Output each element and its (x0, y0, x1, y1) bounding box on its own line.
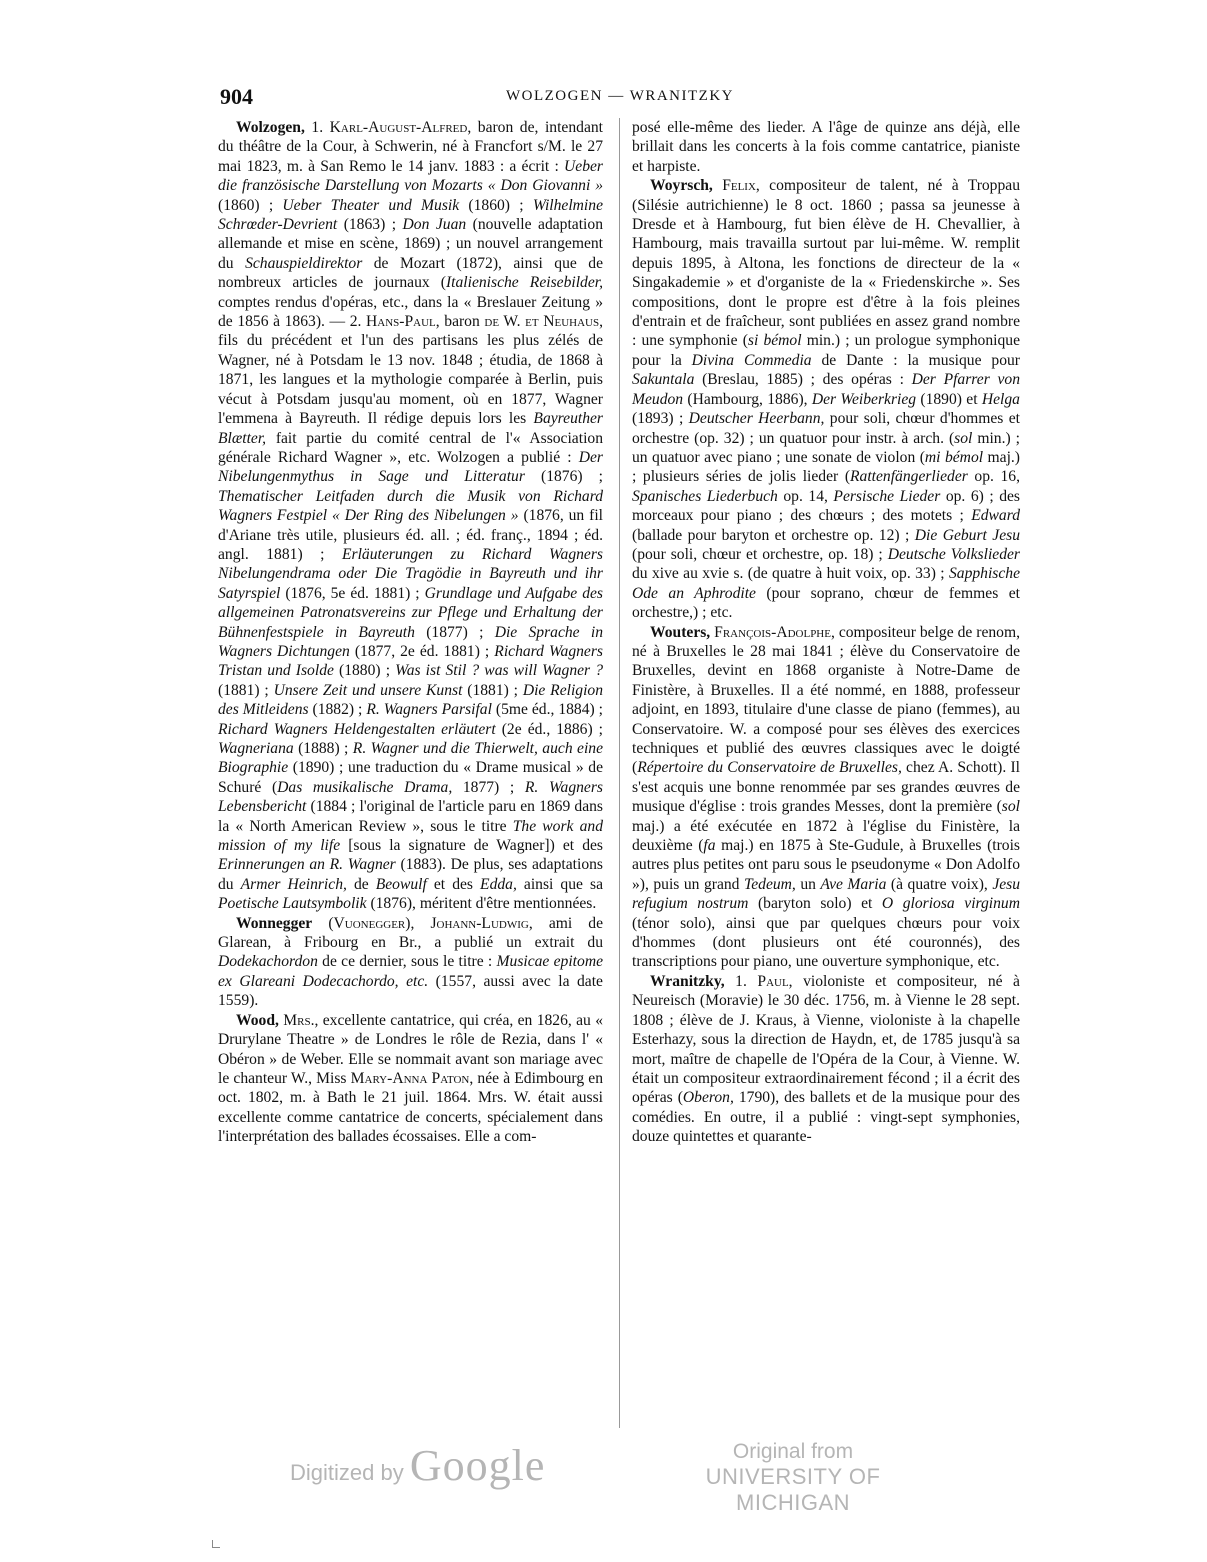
work-title: Deutsche Volkslieder (887, 545, 1020, 563)
entry-text: 1877) ; (452, 778, 525, 796)
work-title: Grundlage und Aufgabe des allgemeinen Patronatsvereins zur Pflege und Erhaltung der Bühnenfestspiele in Bayreuth (218, 584, 603, 641)
entry-text: baron de, intendant du théâtre de la Cour, à Schwerin, né à Francfort s/M. le 27 mai 1823, m. à San Remo le 14 janv. 1883 : a écrit : (218, 119, 603, 175)
entry-text: violoniste et compositeur, né à Neureisch (Moravie) le 30 déc. 1756, m. à Vienne le 28 sept. 1808 ; élève de J. Kraus, à Vienne, violoniste à la chapelle Esterhazy, sous la direction de Haydn, et, de 1785 jusqu'à sa mort, maître de chapelle de l'Opéra de la Cour, à Vienne. W. était un compositeur extraordinairement fécond ; il a écrit des opéras ( (632, 972, 1020, 1107)
work-title: Der Nibelungenmythus in Sage und Litteratur (218, 448, 603, 486)
entry-text: (nouvelle adaptation allemande et mise en scène, 1869) ; un nouvel arrangement du (218, 216, 603, 272)
work-title: Richard Wagners Heldengestalten erläutert (218, 720, 496, 738)
entry-text: min.) ; un quatuor avec piano ; une sonate de violon ( (632, 429, 1020, 466)
work-title: Armer Heinrich, (240, 875, 347, 893)
headword: Wolzogen, (236, 119, 305, 136)
work-title: Die Religion des Mitleidens (218, 681, 604, 719)
entry-text: excellente cantatrice, qui créa, en 1826, au « Drurylane Theatre » de Londres le rôle de Rezia, dans l' « Obéron » de Weber. Elle se nommait avant son mariage avec le chanteur W., Miss (218, 1011, 603, 1087)
entry-wonnegger (218, 914, 603, 1011)
person-name: Mrs., (283, 1011, 319, 1029)
headword: Wonnegger (236, 914, 313, 932)
entry-text: maj.) a été exécutée en 1872 à l'église du Finistère, la deuxième ( (632, 817, 1020, 855)
work-title: Sapphische Ode an Aphrodite (632, 565, 1020, 602)
entry-text: (1860) ; (459, 196, 533, 214)
work-title: sol (1001, 798, 1020, 816)
work-title: Unsere Zeit und unsere Kunst (273, 681, 463, 699)
corner-scan-mark (212, 1540, 220, 1548)
entry-wolzogen (218, 118, 603, 914)
person-name: de W. et Neuhaus, (484, 313, 603, 331)
entry-text: (1888) ; (293, 740, 353, 757)
entry-text: 1. (304, 119, 330, 136)
entry-text: de Mozart (1872), ainsi que de nombreux articles de journaux ( (218, 254, 603, 292)
work-title: Persische Lieder (833, 487, 941, 505)
entry-text: (à quatre voix), (886, 875, 993, 893)
work-title: Musicae epitome ex Glareani Dodecachordo, etc. (218, 953, 603, 990)
entry-text: (2e éd., 1886) ; (495, 720, 604, 738)
work-title: Erinnerungen an R. Wagner (218, 856, 396, 874)
entry-text: (1557, aussi avec la date 1559). (218, 972, 603, 1010)
entry-text (713, 177, 722, 194)
entry-text: ), (405, 914, 431, 932)
work-title: R. Wagners Lebensbericht (218, 778, 603, 816)
entry-wouters (632, 623, 1020, 972)
work-title: Dodekachordon (218, 953, 318, 971)
source-library-watermark (668, 1440, 918, 1516)
headword: Wood, (236, 1011, 279, 1029)
entry-text: (1880) ; (333, 662, 396, 680)
entry-text: pour soli, chœur d'hommes et orchestre (op. 32) ; un quatuor pour instr. à arch. ( (632, 410, 1020, 447)
entry-text: (1876, 5e éd. 1881) ; (280, 584, 425, 602)
work-title: Rattenfängerlieder (850, 468, 968, 486)
work-title: Edward (971, 507, 1020, 525)
page-header (220, 84, 1020, 114)
entry-text: de Dante : la musique pour (811, 351, 1020, 369)
person-name: Felix, (722, 177, 760, 195)
work-title: fa (703, 837, 716, 855)
column-divider (619, 118, 620, 1428)
entry-text: (ballade pour baryton et orchestre op. 12) ; (632, 526, 915, 544)
page-number: 904 (220, 84, 253, 109)
right-column (632, 118, 1020, 1147)
person-name: Hans-Paul, (366, 313, 440, 331)
entry-text: ami de Glarean, à Fribourg en Br., a publié un extrait du (218, 914, 603, 952)
entry-text: comptes rendus d'opéras, etc., dans la « Breslauer Zeitung » de 1856 à 1863). — 2. (218, 293, 603, 331)
entry-text: (1884 ; l'original de l'article paru en 1869 dans la « North American Review », sous le titre (218, 798, 603, 835)
entry-text: (1876, un fil d'Ariane très utile, plusieurs éd. all. ; éd. franç., 1894 ; éd. angl. 1881) ; (218, 507, 603, 563)
headword: Woyrsch, (650, 177, 713, 195)
person-name: Paul, (757, 972, 793, 990)
work-title: Spanisches Liederbuch (632, 487, 778, 505)
entry-text: (1876), méritent d'être mentionnées. (366, 895, 597, 913)
left-column (218, 118, 603, 1147)
work-title: Beowulf (375, 875, 427, 893)
entry-text: de ce dernier, sous le titre : (317, 953, 497, 971)
entry-text: min.) ; un prologue symphonique pour la (632, 332, 1020, 369)
work-title: si bémol (747, 332, 802, 350)
work-title: Die Sprache in Wagners Dichtungen (218, 623, 603, 660)
google-logo: Google (409, 1441, 546, 1490)
person-name: Johann-Ludwig, (430, 914, 533, 932)
entry-text: fait partie du comité central de l'« Association générale Richard Wagner », etc. Wolzogen a publié : (218, 429, 603, 466)
entry-text: op. 16, (967, 468, 1020, 486)
entry-text: [sous la signature de Wagner]) et des (340, 837, 603, 855)
work-title: Poetische Lautsymbolik (218, 895, 367, 913)
library-name: UNIVERSITY OF MICHIGAN (705, 1464, 881, 1515)
work-title: Deutscher Heerbann, (688, 410, 825, 428)
work-title: Edda, (480, 875, 517, 893)
work-title: Tedeum, (743, 875, 796, 893)
entry-wood (218, 1011, 603, 1147)
headword: Wouters, (650, 623, 711, 641)
work-title: Der Weiberkrieg (811, 390, 917, 408)
entry-text: op. 14, (777, 487, 834, 505)
entry-text: fils du précédent et l'un des partisans les plus zélés de Wagner, né à Potsdam le 13 nov. 1848 ; étudia, de 1868 à 1871, les langues et la mythologie comparée à Berlin, puis vécut à Potsdam jusqu'au moment, où en 1877, Wagner l'emmena à Bayreuth. Il rédige depuis lors les (218, 332, 603, 428)
work-title: Wilhelmine Schrœder-Devrient (218, 196, 603, 234)
entry-text: maj.) en 1875 à Ste-Gudule, à Bruxelles (trois autres plus petites ont paru sous le pseudonyme « Don Adolfo »), puis un grand (632, 837, 1020, 893)
entry-text: (1876) ; (524, 468, 604, 486)
entry-text: (1877, 2e éd. 1881) ; (349, 642, 495, 660)
entry-text: 1. (724, 972, 758, 990)
work-title: Sakuntala (632, 371, 695, 389)
entry-text: (1890) ; une traduction du « Drame musical » de Schuré ( (218, 759, 603, 796)
entry-text: du xive au xvie s. (de quatre à huit voix, op. 33) ; (632, 565, 949, 583)
running-title: WOLZOGEN — WRANITZKY (505, 88, 735, 104)
work-title: Don Juan (402, 216, 467, 234)
original-from-label: Original from (732, 1440, 854, 1463)
entry-text: (pour soli, chœur et orchestre, op. 18) ; (632, 545, 888, 563)
work-title: O gloriosa virginum (881, 895, 1020, 913)
work-title: Ueber die französische Darstellung von Mozarts « Don Giovanni » (218, 157, 603, 195)
digitized-by-watermark (290, 1440, 545, 1491)
entry-text: chez A. Schott). Il s'est acquis une bonne renommée par ses grandes œuvres de musique d'église : trois grandes Messes, dont la première ( (632, 759, 1020, 816)
headword: Wranitzky, (650, 972, 725, 990)
entry-text: compositeur belge de renom, né à Bruxelles le 28 mai 1841 ; élève du Conservatoire de Bruxelles, devint en 1868 organiste à Notre-Dame de Finistère, à Bruxelles. Il a été nommé, en 1888, professeur adjoint, en 1893, titulaire d'une classe de piano (femmes), au Conservatoire. W. a composé pour ses élèves des exercices techniques et publié des œuvres classiques avec le doigté ( (632, 623, 1020, 777)
work-title: Schauspieldirektor (245, 254, 363, 272)
work-title: Thematischer Leitfaden durch die Musik von Richard Wagners Festpiel « Der Ring des Nibelungen » (218, 487, 603, 525)
entry-text: 1790), des ballets et de la musique pour des comédies. En outre, il a publié : vingt-sept symphonies, douze quintettes et quarante- (632, 1089, 1020, 1146)
work-title: Das musikalische Drama, (277, 778, 453, 796)
entry-text: (pour soprano, chœur de femmes et orchestre,) ; etc. (632, 584, 1020, 622)
work-title: Erläuterungen zu Richard Wagners Nibelungendrama oder Die Tragödie in Bayreuth und ihr Satyrspiel (218, 545, 603, 602)
work-title: Répertoire du Conservatoire de Bruxelles, (637, 759, 902, 777)
work-title: R. Wagner und die Thierwelt, auch eine Biographie (218, 740, 603, 777)
entry-woyrsch (632, 176, 1020, 622)
entry-text: un (795, 875, 821, 893)
entry-text: op. 6) ; des morceaux pour piano ; des chœurs ; des motets ; (632, 487, 1020, 525)
entry-text: (Hambourg, 1886), (683, 390, 812, 408)
entry-text: (1881) ; (218, 681, 274, 699)
work-title: The work and mission of my life (218, 817, 604, 855)
person-name: Karl-August-Alfred, (329, 119, 472, 136)
digitized-by-label: Digitized by (290, 1460, 404, 1485)
person-name: Mary-Anna Paton, (350, 1069, 474, 1087)
entry-text: (1860) ; (218, 196, 283, 214)
work-title: Ave Maria (820, 875, 887, 893)
work-title: sol (954, 429, 973, 447)
entry-wood-continued: posé elle-même des lieder. A l'âge de quinze ans déjà, elle brillait dans les concerts à la fois comme cantatrice, pianiste et harpiste. (632, 119, 1020, 175)
entry-text: (1863) ; (337, 216, 403, 234)
entry-text: compositeur de talent, né à Troppau (Silésie autrichienne) le 8 oct. 1860 ; passa sa jeunesse à Dresde et à Hambourg, fut bien élève de H. Chevallier, à Hambourg, mais travailla surtout par lui-même. W. remplit depuis 1895, à Altona, les fonctions de directeur de la « Singakademie » et d'organiste de la « Friedenskirche ». Ses compositions, dont le propre est d'être à la fois pleines d'entrain et de fraîcheur, sont publiées en assez grand nombre : une symphonie ( (632, 177, 1020, 350)
person-name: François-Adolphe, (714, 623, 835, 641)
entry-text: (1881) ; (462, 681, 523, 699)
entry-text: (1893) ; (632, 410, 689, 428)
work-title: R. Wagners Parsifal (366, 701, 492, 719)
work-title: Helga (981, 390, 1020, 408)
entry-text: (1883). De plus, ses adaptations du (218, 856, 603, 893)
person-name: Vuonegger (333, 914, 406, 932)
entry-text: ainsi que sa (516, 875, 603, 893)
entry-text: (5me éd., 1884) ; (491, 701, 603, 719)
work-title: Jesu refugium nostrum (632, 875, 1021, 913)
entry-text: (baryton solo) et (748, 895, 882, 913)
entry-wranitzky (632, 972, 1020, 1147)
entry-text: (1877) ; (414, 623, 495, 641)
work-title: mi bémol (924, 448, 984, 466)
entry-text: de (346, 875, 376, 893)
entry-text: maj.) ; plusieurs séries de jolis lieder ( (632, 448, 1021, 486)
entry-text: baron (439, 313, 485, 331)
entry-text: et des (426, 875, 481, 893)
entry-text: née à Edimbourg en oct. 1802, m. à Bath le 21 juil. 1864. Mrs. W. était aussi excellente comme cantatrice de concerts, spécialement dans l'interprétation des ballades écossaises. Elle a com- (218, 1069, 603, 1146)
work-title: Oberon, (682, 1089, 734, 1107)
entry-text: (1882) ; (308, 701, 367, 719)
work-title: Richard Wagners Tristan und Isolde (218, 642, 603, 680)
work-title: Wagneriana (218, 740, 294, 757)
entry-text: ( (312, 914, 334, 932)
entry-text: (Breslau, 1885) ; des opéras : (694, 371, 912, 389)
work-title: Bayreuther Blætter, (218, 410, 603, 447)
work-title: Divina Commedia (691, 351, 812, 369)
work-title: Ueber Theater und Musik (282, 196, 460, 214)
work-title: Italienische Reisebilder, (445, 274, 603, 292)
entry-text: (ténor solo), ainsi que par quelques chœurs pour voix d'hommes (dont plusieurs ont été couronnés), des transcriptions pour piano, une ouverture symphonique, etc. (632, 914, 1020, 971)
work-title: Die Geburt Jesu (914, 526, 1020, 544)
work-title: Der Pfarrer von Meudon (632, 371, 1020, 408)
entry-text: (1890) et (916, 390, 982, 408)
work-title: Was ist Stil ? was will Wagner ? (395, 662, 603, 680)
